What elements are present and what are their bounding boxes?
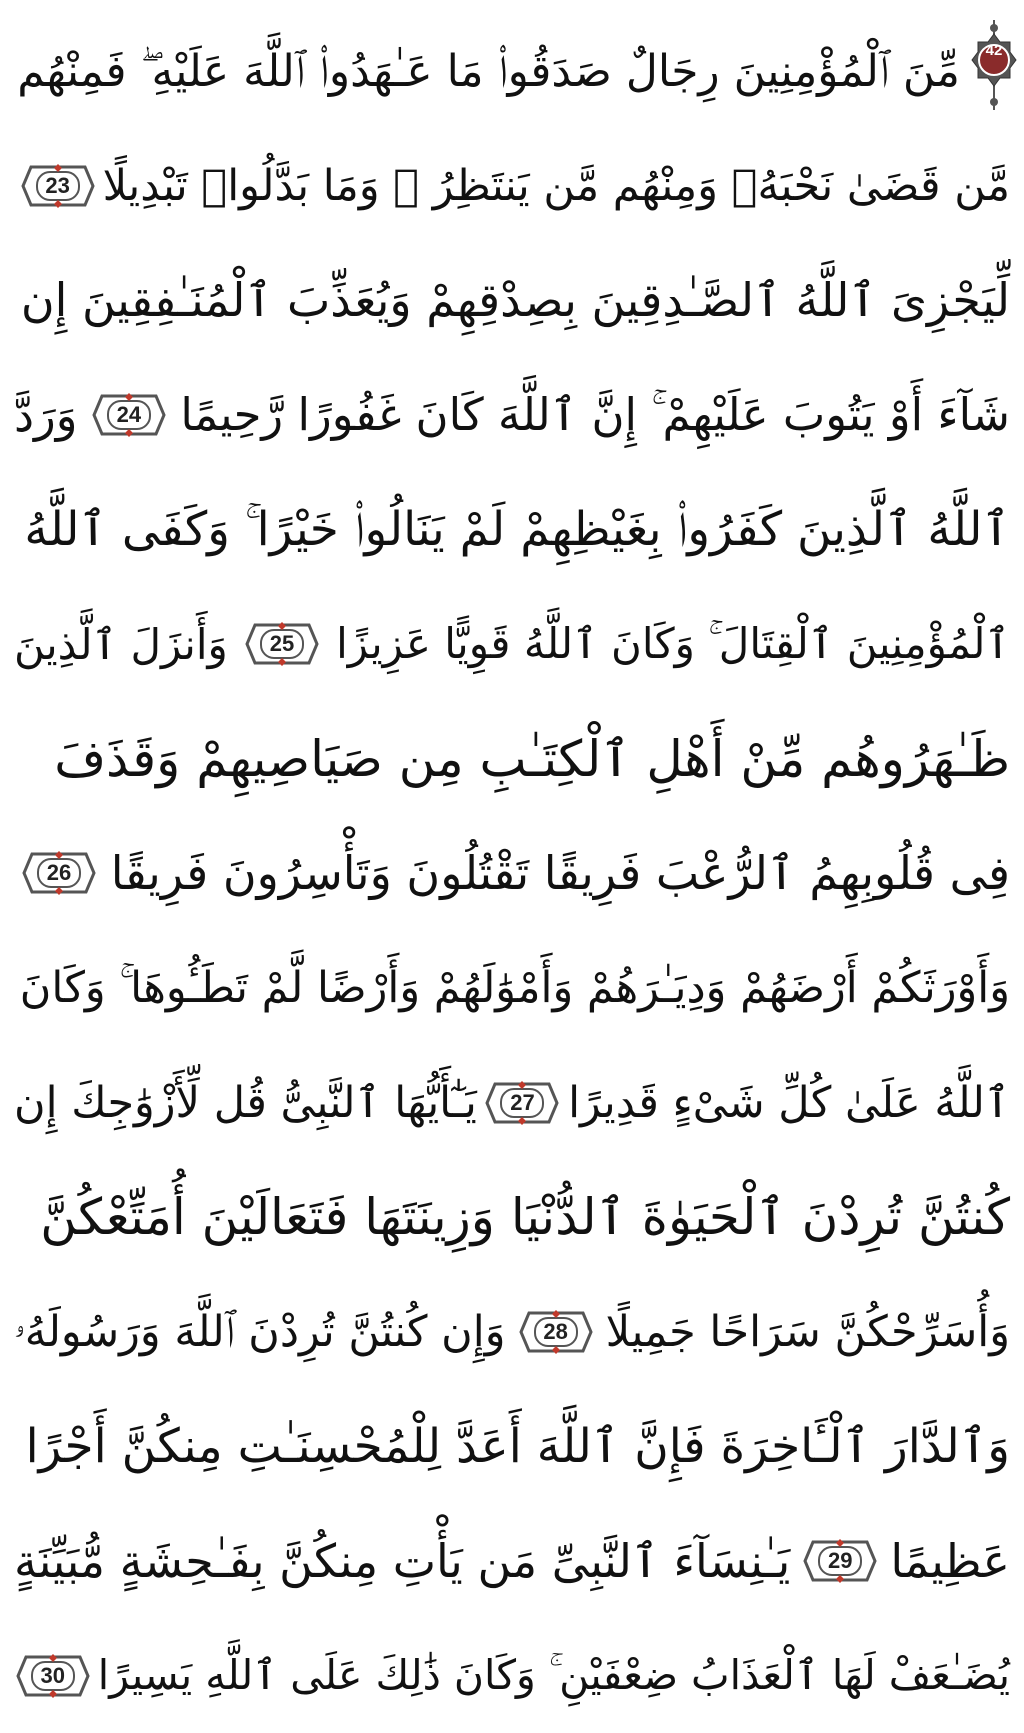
verse-text: عَظِيمًا xyxy=(890,1534,1010,1589)
text-line xyxy=(14,129,1010,244)
verse-text: مَّن قَضَىٰ نَحْبَهُۥ وَمِنْهُم مَّن يَنتَظِرُ ۖ وَمَا بَدَّلُوا۟ تَبْدِيلًا xyxy=(102,160,1010,211)
text-line xyxy=(14,702,1010,817)
ayah-end-marker xyxy=(22,850,96,896)
verse-text: ٱللَّهُ ٱلَّذِينَ كَفَرُوا۟ بِغَيْظِهِمْ لَمْ يَنَالُوا۟ خَيْرًا ۚ وَكَفَى ٱللَّهُ xyxy=(24,501,1010,557)
verse-text: فِى قُلُوبِهِمُ ٱلرُّعْبَ فَرِيقًا تَقْتُلُونَ وَتَأْسِرُونَ فَرِيقًا xyxy=(110,846,1010,901)
ayah-end-marker xyxy=(519,1309,593,1355)
text-line xyxy=(14,243,1010,358)
verse-text: يُضَـٰعَفْ لَهَا ٱلْعَذَابُ ضِعْفَيْنِ ۚ وَكَانَ ذَٰلِكَ عَلَى ٱللَّهِ يَسِيرًا xyxy=(97,1651,1010,1700)
text-line xyxy=(14,1160,1010,1275)
verse-text: كُنتُنَّ تُرِدْنَ ٱلْحَيَوٰةَ ٱلدُّنْيَا وَزِينَتَهَا فَتَعَالَيْنَ أُمَتِّعْكُنَّ xyxy=(40,1188,1010,1247)
ayah-number: 30 xyxy=(40,1662,66,1688)
ayah-number: 29 xyxy=(828,1548,853,1574)
text-line xyxy=(14,931,1010,1046)
verse-text: ظَـٰهَرُوهُم مِّنْ أَهْلِ ٱلْكِتَـٰبِ مِن صَيَاصِيهِمْ وَقَذَفَ xyxy=(54,729,1010,788)
ayah-end-marker xyxy=(485,1080,559,1126)
ayah-number: 26 xyxy=(46,860,72,886)
hizb-number: 42 xyxy=(985,42,1003,59)
ayah-number: 23 xyxy=(45,172,70,198)
text-line xyxy=(14,1275,1010,1390)
verse-text: وَأُسَرِّحْكُنَّ سَرَاحًا جَمِيلًا xyxy=(605,1306,1010,1357)
verse-text: يَـٰنِسَآءَ ٱلنَّبِىِّ مَن يَأْتِ مِنكُنَّ بِفَـٰحِشَةٍ مُّبَيِّنَةٍ xyxy=(14,1534,791,1589)
verse-text: لِّيَجْزِىَ ٱللَّهُ ٱلصَّـٰدِقِينَ بِصِدْقِهِمْ وَيُعَذِّبَ ٱلْمُنَـٰفِقِينَ إِن xyxy=(20,273,1010,328)
text-line xyxy=(14,472,1010,587)
verse-text: مِّنَ ٱلْمُؤْمِنِينَ رِجَالٌ صَدَقُوا۟ مَا عَـٰهَدُوا۟ ٱللَّهَ عَلَيْهِ ۖ فَمِنْهُم xyxy=(17,45,960,97)
ayah-number: 27 xyxy=(510,1089,535,1115)
ayah-number: 25 xyxy=(269,631,295,657)
ayah-end-marker xyxy=(16,1653,90,1699)
text-lines xyxy=(14,14,1010,1733)
verse-text: وَرَدَّ xyxy=(14,388,78,442)
ayah-end-marker xyxy=(21,163,95,209)
ayah-end-marker xyxy=(245,621,319,667)
verse-text: شَآءَ أَوْ يَتُوبَ عَلَيْهِمْ ۚ إِنَّ ٱللَّهَ كَانَ غَفُورًا رَّحِيمًا xyxy=(180,388,1010,442)
verse-text: وَأَوْرَثَكُمْ أَرْضَهُمْ وَدِيَـٰرَهُمْ وَأَمْوَٰلَهُمْ وَأَرْضًا لَّمْ تَطَـُٔوهَا ۚ وَكَانَ xyxy=(19,963,1010,1014)
verse-text: ٱللَّهُ عَلَىٰ كُلِّ شَىْءٍ قَدِيرًا xyxy=(568,1077,1010,1128)
text-line xyxy=(14,14,1010,129)
verse-text: يَـٰٓأَيُّهَا ٱلنَّبِىُّ قُل لِّأَزْوَٰجِكَ إِن xyxy=(14,1077,477,1128)
verse-text: ٱلْمُؤْمِنِينَ ٱلْقِتَالَ ۚ وَكَانَ ٱللَّهُ قَوِيًّا عَزِيزًا xyxy=(336,619,1010,669)
verse-text: وَإِن كُنتُنَّ تُرِدْنَ ٱللَّهَ وَرَسُولَهُۥ xyxy=(14,1306,506,1357)
ayah-number: 28 xyxy=(543,1318,568,1344)
text-line xyxy=(14,1618,1010,1733)
verse-text: وَٱلدَّارَ ٱلْـَٔاخِرَةَ فَإِنَّ ٱللَّهَ أَعَدَّ لِلْمُحْسِنَـٰتِ مِنكُنَّ أَجْرًا xyxy=(25,1418,1010,1474)
ayah-end-marker xyxy=(803,1538,877,1584)
text-line xyxy=(14,1504,1010,1619)
text-line xyxy=(14,587,1010,702)
ayah-number: 24 xyxy=(116,402,142,428)
text-line xyxy=(14,1389,1010,1504)
verse-text: وَأَنزَلَ ٱلَّذِينَ xyxy=(14,619,228,669)
ayah-end-marker xyxy=(92,392,166,438)
text-line xyxy=(14,358,1010,473)
text-line xyxy=(14,1045,1010,1160)
text-line xyxy=(14,816,1010,931)
